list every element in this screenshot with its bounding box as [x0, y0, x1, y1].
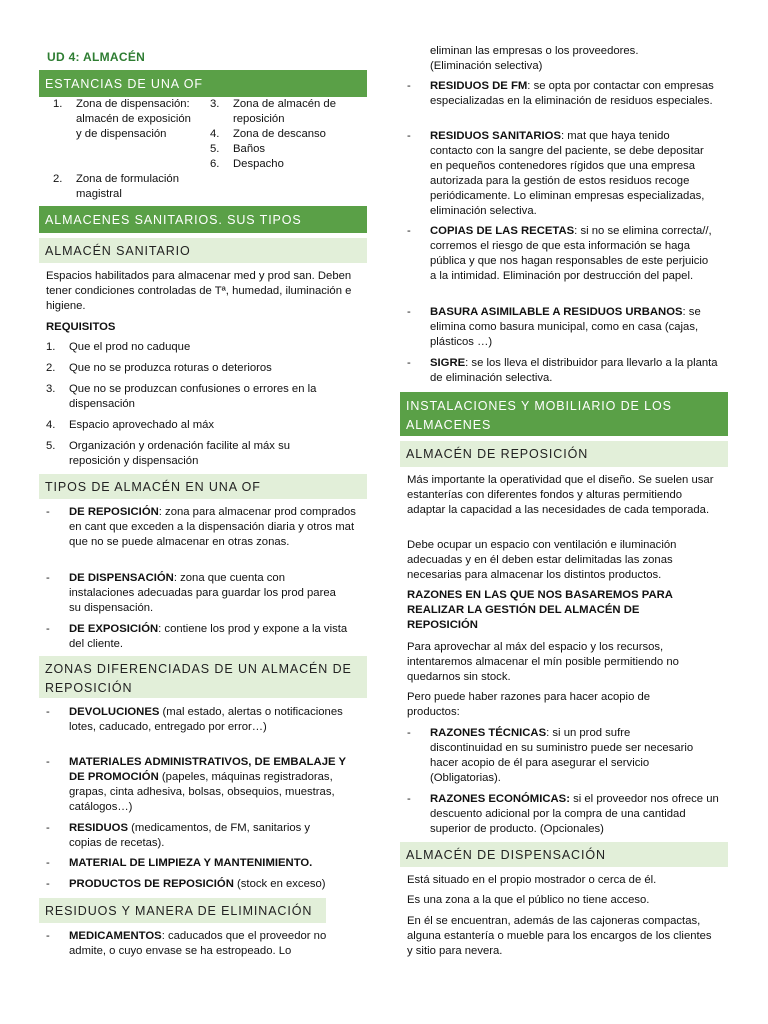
subheading-zonas-diferenciadas: ZONAS DIFERENCIADAS DE UN ALMACÉN DE REPOSICIÓN	[39, 656, 367, 698]
bullet-dash: -	[407, 130, 411, 142]
bullet-dash: -	[46, 623, 50, 635]
list-number: 1.	[46, 341, 56, 353]
razones-title: RAZONES EN LAS QUE NOS BASAREMOS PARA REALIZAR LA GESTIÓN DEL ALMACÉN DE REPOSICIÓN	[407, 589, 673, 631]
subheading-almacen-reposicion: ALMACÉN DE REPOSICIÓN	[400, 441, 728, 467]
list-item: RESIDUOS DE FM: se opta por contactar con empresas especializadas en la eliminación de residuos especiales.	[430, 80, 714, 107]
list-number: 2.	[53, 173, 63, 185]
list-number: 3.	[46, 383, 56, 395]
bullet-dash: -	[407, 80, 411, 92]
list-item: RESIDUOS SANITARIOS: mat que haya tenido contacto con la sangre del paciente, se debe depositar en pequeños contenedores rígidos que una empresa autorizada para la gestión de estos residuos recoge periódicamente. Lo eliminan empresas especializadas, eliminación selectiva.	[430, 130, 705, 217]
list-number: 5.	[46, 440, 56, 452]
document-title: UD 4: ALMACÉN	[47, 50, 146, 64]
heading-almacenes-sanitarios: ALMACENES SANITARIOS. SUS TIPOS	[39, 206, 367, 233]
list-item: Que no se produzca roturas o deterioros	[69, 362, 272, 374]
heading-estancias: ESTANCIAS DE UNA OF	[39, 70, 367, 97]
list-item: DE EXPOSICIÓN: contiene los prod y expone a la vista del cliente.	[69, 623, 348, 650]
list-item: MATERIAL DE LIMPIEZA Y MANTENIMIENTO.	[69, 857, 313, 869]
subheading-almacen-sanitario: ALMACÉN SANITARIO	[39, 238, 367, 263]
bullet-dash: -	[407, 727, 411, 739]
list-item: Que el prod no caduque	[69, 341, 191, 353]
list-item: RAZONES TÉCNICAS: si un prod sufre discontinuidad en su suministro puede ser necesario hacer acopio de él para asegurar el servicio (Obligatorias).	[430, 727, 694, 784]
bullet-dash: -	[46, 930, 50, 942]
list-number: 4.	[210, 128, 220, 140]
paragraph: En él se encuentran, además de las cajoneras compactas, alguna estantería o mueble para los encargos de los clientes y sitio para nevera.	[407, 915, 712, 957]
bullet-dash: -	[46, 822, 50, 834]
list-item: RESIDUOS (medicamentos, de FM, sanitarios y copias de recetas).	[69, 822, 311, 849]
list-item: BASURA ASIMILABLE A RESIDUOS URBANOS: se elimina como basura municipal, como en casa (cajas, plásticos …)	[430, 306, 701, 348]
paragraph: Está situado en el propio mostrador o cerca de él.	[407, 874, 657, 886]
list-item: DE DISPENSACIÓN: zona que cuenta con instalaciones adecuadas para guardar los prod parea su dispensación.	[69, 572, 336, 614]
bullet-dash: -	[46, 706, 50, 718]
bullet-dash: -	[46, 857, 50, 869]
list-item: Espacio aprovechado al máx	[69, 419, 215, 431]
list-item: Que no se produzcan confusiones o errores en la dispensación	[69, 383, 317, 410]
requisitos-title: REQUISITOS	[46, 321, 116, 333]
list-item: SIGRE: se los lleva el distribuidor para llevarlo a la planta de eliminación selectiva.	[430, 357, 718, 384]
list-number: 2.	[46, 362, 56, 374]
bullet-dash: -	[46, 506, 50, 518]
paragraph: Pero puede haber razones para hacer acopio de productos:	[407, 691, 651, 718]
list-item: DEVOLUCIONES (mal estado, alertas o notificaciones lotes, caducado, entregado por error…)	[69, 706, 343, 733]
list-item: Zona de almacén de reposición	[233, 98, 336, 125]
list-item: Despacho	[233, 158, 284, 170]
list-item: Baños	[233, 143, 266, 155]
list-number: 3.	[210, 98, 220, 110]
subheading-tipos-almacen: TIPOS DE ALMACÉN EN UNA OF	[39, 474, 367, 499]
list-number: 4.	[46, 419, 56, 431]
paragraph: Espacios habilitados para almacenar med y prod san. Deben tener condiciones controladas de Tª, humedad, iluminación e higiene.	[46, 270, 352, 312]
bullet-dash: -	[407, 306, 411, 318]
bullet-dash: -	[46, 756, 50, 768]
list-item: Zona de formulación magistral	[76, 173, 179, 200]
paragraph: Más importante la operatividad que el diseño. Se suelen usar estanterías con diferentes fondos y alturas permitiendo adaptar la capacidad a las necesidades de cada temporada.	[407, 474, 714, 516]
list-item: RAZONES ECONÓMICAS: si el proveedor nos ofrece un descuento adicional por la compra de una cantidad superior de producto. (Opcionales)	[430, 793, 719, 835]
paragraph: Es una zona a la que el público no tiene acceso.	[407, 894, 650, 906]
heading-instalaciones: INSTALACIONES Y MOBILIARIO DE LOS ALMACENES	[400, 392, 728, 436]
list-number: 6.	[210, 158, 220, 170]
bullet-dash: -	[407, 357, 411, 369]
list-item: Zona de descanso	[233, 128, 326, 140]
subheading-residuos: RESIDUOS Y MANERA DE ELIMINACIÓN	[39, 898, 326, 923]
list-item: Organización y ordenación facilite al máx su reposición y dispensación	[69, 440, 291, 467]
list-number: 1.	[53, 98, 63, 110]
list-item: Zona de dispensación: almacén de exposición y de dispensación	[76, 98, 191, 140]
bullet-dash: -	[46, 878, 50, 890]
bullet-dash: -	[407, 225, 411, 237]
paragraph: Para aprovechar al máx del espacio y los recursos, intentaremos almacenar el mín posible permitiendo no quedarnos sin stock.	[407, 641, 679, 683]
list-number: 5.	[210, 143, 220, 155]
list-item: PRODUCTOS DE REPOSICIÓN (stock en exceso)	[69, 878, 326, 890]
bullet-dash: -	[46, 572, 50, 584]
list-item: COPIAS DE LAS RECETAS: si no se elimina correcta//, corremos el riesgo de que esta información se haga pública y que nos hagan responsables de este perjuicio a la intimidad. Eliminación por destrucción del papel.	[430, 225, 712, 282]
list-item: MATERIALES ADMINISTRATIVOS, DE EMBALAJE Y DE PROMOCIÓN (papeles, máquinas registradoras, grapas, cinta adhesiva, bolsas, obsequios, muestras, catálogos…)	[69, 756, 346, 813]
list-item: MEDICAMENTOS: caducados que el proveedor no admite, o cuyo envase se ha estropeado. Lo	[69, 930, 327, 957]
subheading-almacen-dispensacion: ALMACÉN DE DISPENSACIÓN	[400, 842, 728, 867]
bullet-dash: -	[407, 793, 411, 805]
continued-text: eliminan las empresas o los proveedores. (Eliminación selectiva)	[430, 45, 639, 72]
paragraph: Debe ocupar un espacio con ventilación e iluminación adecuadas y en él deben estar delimitadas las zonas necesarias para almacenar los distintos productos.	[407, 539, 677, 581]
list-item: DE REPOSICIÓN: zona para almacenar prod comprados en cant que exceden a la dispensación diaria y otros mat que no se puede almacenar en otras zonas.	[69, 506, 356, 548]
